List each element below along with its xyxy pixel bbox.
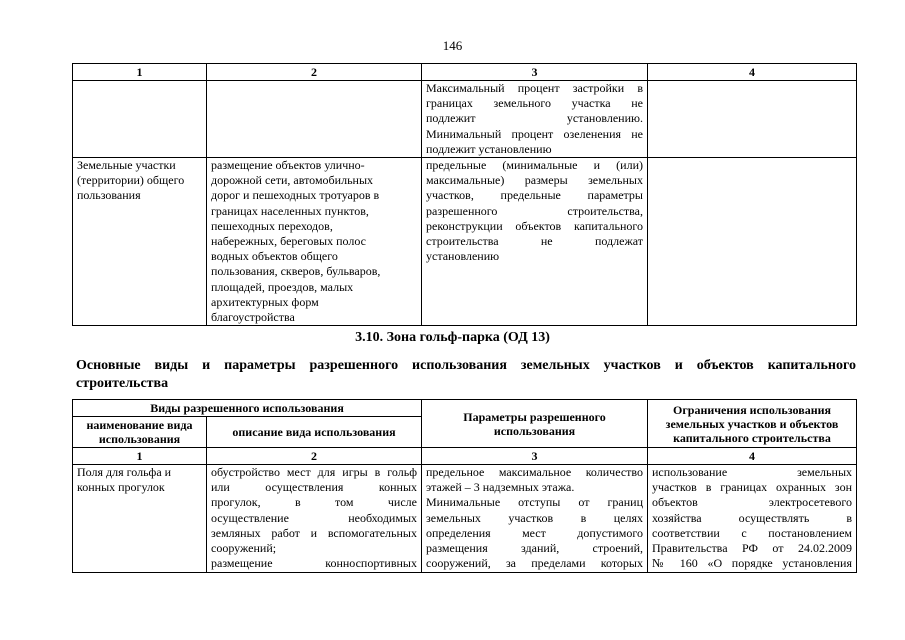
cell-line: пользования, скверов, бульваров,	[211, 264, 381, 279]
header-restrictions	[648, 400, 857, 448]
cell-line: водных объектов общего	[211, 249, 338, 264]
cell-line: участков в границах охранных зон	[652, 480, 852, 495]
cell-line: размещение конноспортивных	[211, 556, 417, 571]
table-header-row	[73, 400, 857, 417]
table-cell-parameters	[422, 465, 648, 573]
section-heading-line: Основные виды и параметры разрешенного использования земельных участков и объектов капитального	[76, 358, 856, 373]
table-cell	[648, 158, 857, 326]
cell-line: конных прогулок	[77, 480, 165, 495]
cell-line: прогулок, в том числе	[211, 495, 417, 510]
table-cell	[73, 81, 207, 158]
section-heading	[76, 357, 856, 393]
cell-line: земельных участков в целях	[426, 510, 643, 525]
table-row	[73, 81, 857, 158]
cell-line: пешеходных переходов,	[211, 218, 333, 233]
cell-line: дорожной сети, автомобильных	[211, 173, 374, 188]
cell-line: (территории) общего	[77, 173, 185, 188]
table-column-numbers	[73, 448, 857, 465]
table-cell-use-name	[73, 158, 207, 326]
table-cell	[648, 81, 857, 158]
header-line: капитального строительства	[673, 430, 831, 445]
cell-line: подлежит установлению	[426, 141, 552, 156]
table-cell-parameters	[422, 158, 648, 326]
cell-line: максимальные) размеры земельных	[426, 173, 643, 188]
column-number: 4	[648, 64, 857, 81]
cell-line: строительства не подлежат	[426, 234, 643, 249]
cell-line: Минимальный процент озеленения не	[426, 126, 643, 141]
cell-line: дорог и пешеходных тротуаров в	[211, 188, 380, 203]
header-line: наименование вида	[86, 418, 193, 432]
table-cell-restrictions	[648, 465, 857, 573]
table-row	[73, 465, 857, 573]
cell-line: определения мест допустимого	[426, 525, 643, 540]
cell-line: или осуществления конных	[211, 480, 417, 495]
cell-line: реконструкции объектов капитального	[426, 218, 643, 233]
header-line: Ограничения использования	[672, 402, 832, 417]
header-line: использования	[98, 432, 181, 446]
cell-line: Правительства РФ от 24.02.2009	[652, 541, 852, 556]
cell-line: благоустройства	[211, 310, 295, 325]
cell-line: Земельные участки	[77, 158, 176, 173]
cell-line: осуществление необходимых	[211, 510, 417, 525]
column-number: 1	[73, 448, 207, 465]
cell-line: объектов электросетевого	[652, 495, 852, 510]
cell-line: подлежит установлению.	[426, 111, 643, 126]
page-number: 146	[442, 38, 463, 53]
cell-line: соответствии с постановлением	[652, 525, 852, 540]
header-parameters	[422, 400, 648, 448]
cell-line: № 160 «О порядке установления	[652, 556, 852, 571]
cell-line: предельные (минимальные и (или)	[426, 158, 643, 173]
cell-line: площадей, проездов, малых	[211, 279, 354, 294]
column-number: 1	[73, 64, 207, 81]
cell-line: сооружений;	[211, 541, 277, 556]
cell-line: размещения зданий, строений,	[426, 541, 643, 556]
header-use-description: описание вида использования	[207, 417, 422, 448]
column-number: 2	[207, 448, 422, 465]
header-use-name	[73, 417, 207, 448]
cell-line: Максимальный процент застройки в	[426, 81, 643, 95]
column-number: 3	[422, 448, 648, 465]
header-line: использования	[493, 423, 576, 438]
column-number: 4	[648, 448, 857, 465]
table-cell-use-description	[207, 465, 422, 573]
cell-line: предельное максимальное количество	[426, 465, 643, 479]
cell-line: границах земельного участка не	[426, 96, 643, 111]
cell-line: этажей – 3 надземных этажа.	[426, 480, 575, 495]
cell-line: установлению	[426, 249, 500, 264]
cell-line: использование земельных	[652, 465, 852, 479]
table-cell-use-description	[207, 158, 422, 326]
cell-line: Минимальные отступы от границ	[426, 495, 643, 510]
cell-line: набережных, береговых полос	[211, 234, 366, 249]
table-column-numbers	[73, 64, 857, 81]
cell-line: обустройство мест для игры в гольф	[211, 465, 417, 479]
cell-line: размещение объектов улично-	[211, 158, 365, 173]
zone-title: 3.10. Зона гольф-парка (ОД 13)	[355, 330, 550, 345]
cell-line: пользования	[77, 188, 141, 203]
cell-line: границах населенных пунктов,	[211, 203, 369, 218]
golf-park-zone-table	[72, 399, 857, 573]
header-line: Параметры разрешенного	[463, 409, 606, 424]
table-row	[73, 158, 857, 326]
cell-line: архитектурных форм	[211, 294, 319, 309]
cell-line: участков, предельные параметры	[426, 188, 643, 203]
cell-line: Поля для гольфа и	[77, 465, 172, 479]
column-number: 3	[422, 64, 648, 81]
zone-regulations-table-continued	[72, 63, 857, 326]
cell-line: сооружений, за пределами которых	[426, 556, 643, 571]
header-permitted-uses-group: Виды разрешенного использования	[73, 400, 422, 417]
section-heading-line: строительства	[76, 376, 169, 391]
table-cell	[207, 81, 422, 158]
header-line: земельных участков и объектов	[665, 416, 839, 431]
table-cell-use-name	[73, 465, 207, 573]
column-number: 2	[207, 64, 422, 81]
cell-line: земляных работ и вспомогательных	[211, 525, 417, 540]
table-cell-parameters	[422, 81, 648, 158]
cell-line: хозяйства осуществлять в	[652, 510, 852, 525]
cell-line: разрешенного строительства,	[426, 203, 643, 218]
